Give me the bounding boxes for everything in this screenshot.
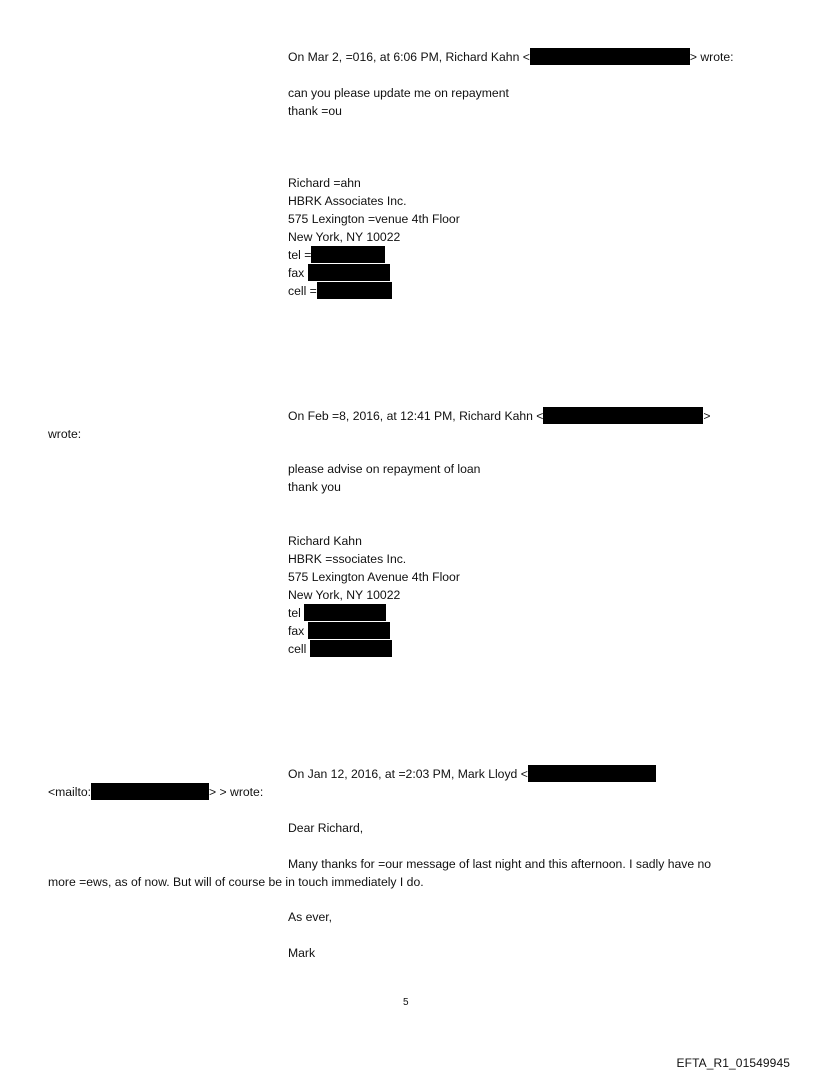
message2-header-suffix: > [703, 409, 711, 423]
mailto-suffix: > > wrote: [209, 785, 264, 799]
message3-header [288, 765, 656, 783]
message1-signature-company: HBRK Associates Inc. [288, 194, 407, 208]
redaction-block [308, 622, 390, 639]
message1-header-prefix: On Mar 2, =016, at 6:06 PM, Richard Kahn < [288, 50, 530, 64]
fax-label: fax [288, 266, 305, 280]
message2-signature-cell [288, 640, 392, 658]
message3-mailto-line [48, 783, 263, 801]
message2-signature-tel [288, 604, 386, 622]
redaction-block [310, 640, 392, 657]
message1-signature-city: New York, NY 10022 [288, 230, 401, 244]
message2-signature-name: Richard Kahn [288, 534, 362, 548]
message2-body-line: thank you [288, 480, 341, 494]
message2-signature-company: HBRK =ssociates Inc. [288, 552, 407, 566]
message2-header-prefix: On Feb =8, 2016, at 12:41 PM, Richard Kahn < [288, 409, 544, 423]
redaction-block [543, 407, 703, 424]
message2-signature-city: New York, NY 10022 [288, 588, 401, 602]
message2-header-wrap: wrote: [48, 427, 82, 441]
tel-label: tel = [288, 248, 312, 262]
message3-body-line: more =ews, as of now. But will of course be in touch immediately I do. [48, 875, 424, 889]
redaction-block [91, 783, 209, 800]
message2-signature-fax [288, 622, 390, 640]
message3-sender-name: Mark [288, 946, 316, 960]
message2-body-line: please advise on repayment of loan [288, 462, 481, 476]
redaction-block [308, 264, 390, 281]
message1-signature-address: 575 Lexington =venue 4th Floor [288, 212, 460, 226]
redaction-block [528, 765, 656, 782]
message1-body-line: can you please update me on repayment [288, 86, 509, 100]
redaction-block [317, 282, 392, 299]
message1-signature-cell [288, 282, 392, 300]
message3-closing: As ever, [288, 910, 333, 924]
page-number: 5 [403, 997, 409, 1008]
fax-label: fax [288, 624, 305, 638]
document-id: EFTA_R1_01549945 [676, 1056, 790, 1070]
tel-label: tel [288, 606, 301, 620]
message2-signature-address: 575 Lexington Avenue 4th Floor [288, 570, 460, 584]
redaction-block [530, 48, 690, 65]
message2-header [288, 407, 711, 425]
mailto-prefix: <mailto: [48, 785, 92, 799]
message1-header [288, 48, 734, 66]
redaction-block [304, 604, 386, 621]
message1-header-suffix: > wrote: [689, 50, 734, 64]
message3-body-line: Many thanks for =our message of last night and this afternoon. I sadly have no [288, 857, 712, 871]
message1-signature-tel [288, 246, 385, 264]
message1-signature-name: Richard =ahn [288, 176, 361, 190]
message1-signature-fax [288, 264, 390, 282]
cell-label: cell = [288, 284, 317, 298]
redaction-block [311, 246, 385, 263]
cell-label: cell [288, 642, 307, 656]
message1-body-line: thank =ou [288, 104, 342, 118]
message3-greeting: Dear Richard, [288, 821, 364, 835]
message3-header-prefix: On Jan 12, 2016, at =2:03 PM, Mark Lloyd < [288, 767, 528, 781]
